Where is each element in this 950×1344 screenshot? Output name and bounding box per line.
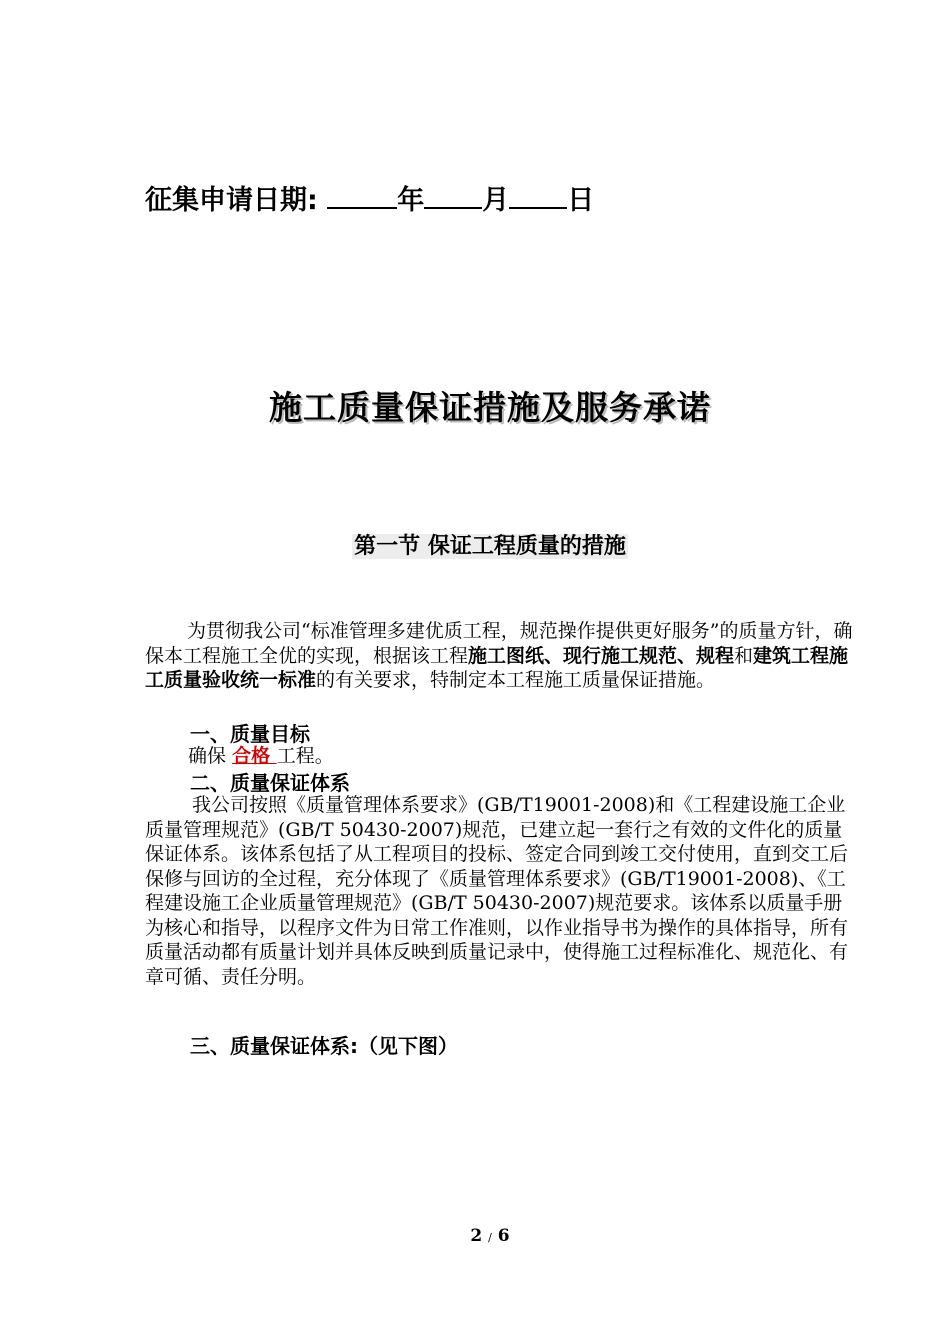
- year-blank: [327, 185, 397, 209]
- intro-paragraph: 为贯彻我公司“标准管理多建优质工程，规范操作提供更好服务”的质量方针，确保本工程施工全优的实现，根据该工程施工图纸、现行施工规范、规程和建筑工程施工质量验收统一标准的有关要求，特制定本工程施工质量保证措施。: [145, 620, 853, 691]
- document-title: 施工质量保证措施及服务承诺: [269, 388, 711, 427]
- month-label: 月: [482, 185, 510, 216]
- heading-quality-goal: 一、质量目标: [190, 722, 310, 746]
- day-label: 日: [567, 185, 595, 216]
- quality-goal-value: 合格: [232, 745, 277, 767]
- section-title: 第一节 保证工程质量的措施: [354, 534, 626, 559]
- heading-quality-system-diagram: 三、质量保证体系:（见下图）: [190, 1034, 458, 1058]
- day-blank: [509, 185, 567, 209]
- application-date: [145, 178, 594, 217]
- page-number: 2 / 6: [470, 1226, 510, 1246]
- heading-quality-system: 二、质量保证体系: [190, 771, 350, 795]
- year-label: 年: [397, 185, 425, 216]
- date-label: 征集申请日期:: [145, 185, 318, 216]
- quality-goal-text: 确保 合格 工程。: [188, 745, 334, 767]
- quality-system-paragraph: 我公司按照《质量管理体系要求》(GB/T19001-2008)和《工程建设施工企业质量管理规范》(GB/T 50430-2007)规范，已建立起一套行之有效的文件化的质量保证体系。该体系包括了从工程项目的投标、签定合同到竣工交付使用，直到交工后保修与回访的全过程，充分体现了《质量管理体系要求》(GB/T19001-2008)、《工程建设施工企业质量管理规范》(GB/T 50430-2007)规范要求。该体系以质量手册为核心和指导，以程序文件为日常工作准则，以作业指导书为操作的具体指导，所有质量活动都有质量计划并具体反映到质量记录中，使得施工过程标准化、规范化、有章可循、责任分明。: [145, 794, 849, 988]
- month-blank: [424, 185, 482, 209]
